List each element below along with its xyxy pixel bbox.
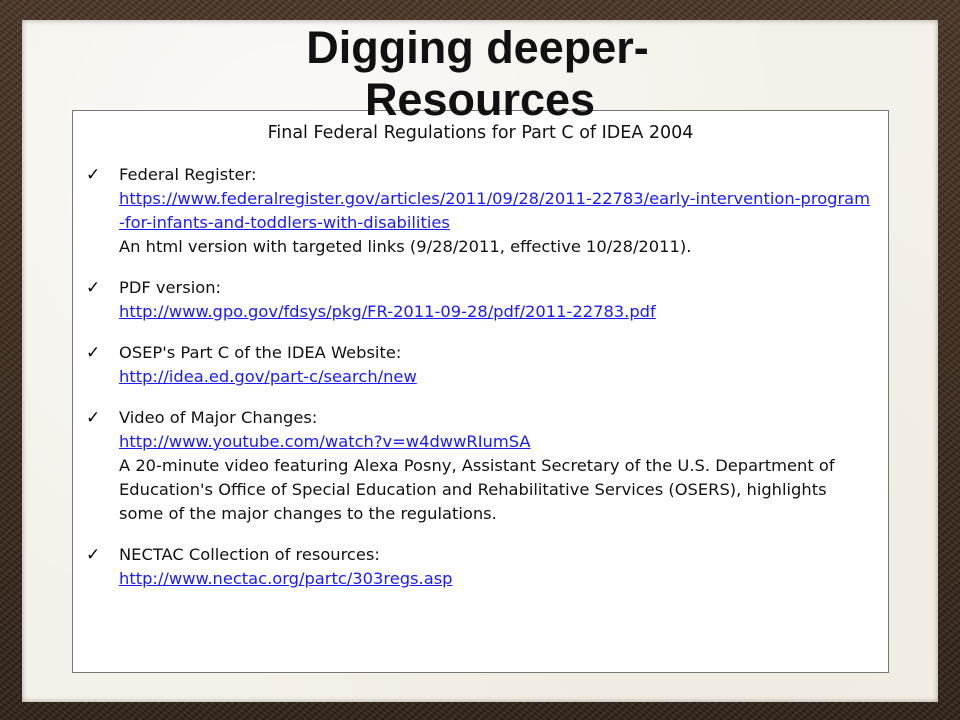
- resource-label: NECTAC Collection of resources:: [119, 545, 380, 564]
- checkmark-icon: ✓: [86, 165, 101, 185]
- resource-link[interactable]: http://www.nectac.org/partc/303regs.asp: [119, 569, 453, 588]
- resource-link[interactable]: https://www.federalregister.gov/articles/2011/09/28/2011-22783/early-intervention-program-for-infants-and-toddlers-with-disabilities: [119, 189, 871, 232]
- resource-link[interactable]: http://www.gpo.gov/fdsys/pkg/FR-2011-09-28/pdf/2011-22783.pdf: [119, 302, 656, 321]
- resource-item-video: [73, 406, 888, 526]
- resource-label: OSEP's Part C of the IDEA Website:: [119, 343, 402, 362]
- resource-description: A 20-minute video featuring Alexa Posny, Assistant Secretary of the U.S. Department of Education's Office of Special Education and Rehabilitative Services (OSERS), highlights some of the major changes to the regulations.: [119, 456, 835, 523]
- resources-list: [73, 163, 888, 608]
- resource-item-osep-website: [73, 341, 888, 389]
- slide-title: [0, 22, 960, 126]
- checkmark-icon: ✓: [86, 343, 101, 363]
- resource-label: PDF version:: [119, 278, 222, 297]
- resource-item-federal-register: [73, 163, 888, 259]
- checkmark-icon: ✓: [86, 278, 101, 298]
- checkmark-icon: ✓: [86, 408, 101, 428]
- resource-link[interactable]: http://www.youtube.com/watch?v=w4dwwRIumSA: [119, 432, 531, 451]
- slide-title-line-1: Digging deeper-: [306, 22, 649, 73]
- resource-item-nectac: [73, 543, 888, 591]
- checkmark-icon: ✓: [86, 545, 101, 565]
- resource-item-pdf-version: [73, 276, 888, 324]
- resource-label: Video of Major Changes:: [119, 408, 318, 427]
- slide-title-line-2: Resources: [364, 74, 596, 125]
- resources-heading: Final Federal Regulations for Part C of IDEA 2004: [267, 123, 694, 143]
- resource-description: An html version with targeted links (9/28/2011, effective 10/28/2011).: [119, 237, 692, 256]
- resource-label: Federal Register:: [119, 165, 257, 184]
- resource-link[interactable]: http://idea.ed.gov/part-c/search/new: [119, 367, 417, 386]
- resources-box: [72, 110, 889, 673]
